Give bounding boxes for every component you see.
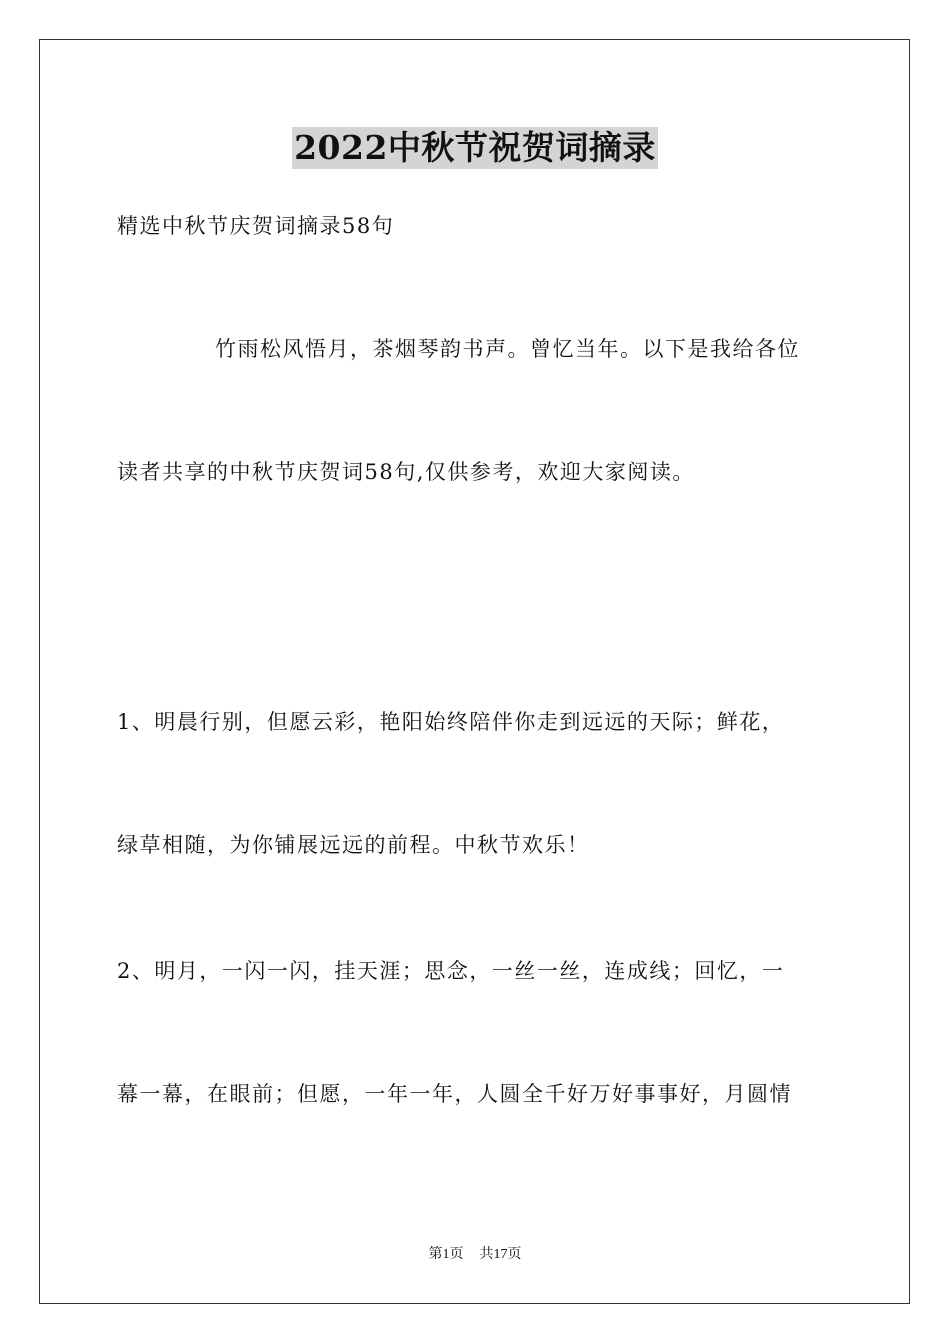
paragraph-line: 读者共享的中秋节庆贺词58句,仅供参考，欢迎大家阅读。 xyxy=(117,460,695,484)
paragraph-line: 幕一幕，在眼前；但愿，一年一年，人圆全千好万好事事好，月圆情 xyxy=(117,1082,792,1106)
document-title xyxy=(0,127,950,169)
paragraph-line: 竹雨松风悟月，茶烟琴韵书声。曾忆当年。以下是我给各位 xyxy=(215,337,800,361)
paragraph-line: 绿草相随，为你铺展远远的前程。中秋节欢乐！ xyxy=(117,833,590,857)
page-number: 第1页 xyxy=(428,1247,464,1262)
page-total: 共17页 xyxy=(479,1247,522,1262)
page-footer xyxy=(0,1246,950,1264)
document-title-text: 2022中秋节祝贺词摘录 xyxy=(294,128,656,167)
document-subtitle: 精选中秋节庆贺词摘录58句 xyxy=(117,214,395,238)
paragraph-line: 2、明月，一闪一闪，挂天涯；思念，一丝一丝，连成线；回忆，一 xyxy=(117,959,785,983)
paragraph-line: 1、明晨行别，但愿云彩，艳阳始终陪伴你走到远远的天际；鲜花， xyxy=(117,710,785,734)
